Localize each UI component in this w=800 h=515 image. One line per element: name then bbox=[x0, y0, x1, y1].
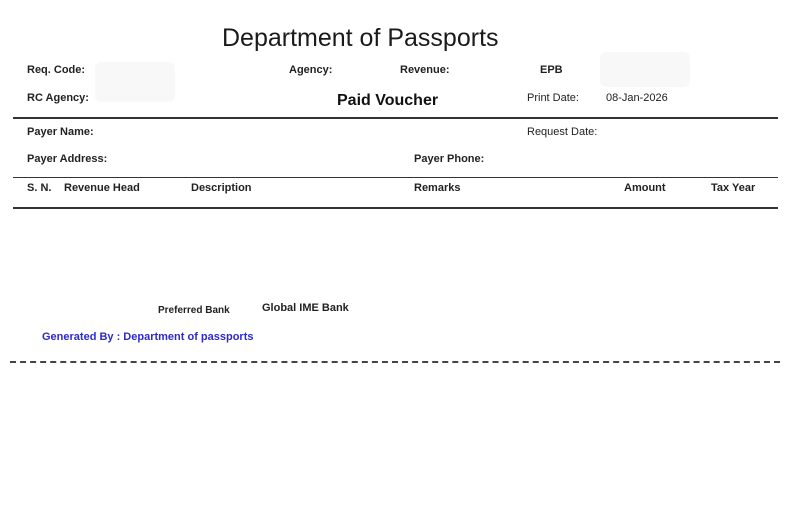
preferred-bank-value: Global IME Bank bbox=[262, 302, 349, 314]
column-header-remarks: Remarks bbox=[414, 182, 461, 194]
column-header-sn: S. N. bbox=[27, 182, 52, 194]
cut-line bbox=[10, 361, 780, 363]
preferred-bank-label: Preferred Bank bbox=[158, 305, 230, 316]
payer-phone-label: Payer Phone: bbox=[414, 153, 485, 165]
column-header-amount: Amount bbox=[624, 182, 666, 194]
watermark-left bbox=[95, 62, 175, 102]
print-date-label: Print Date: bbox=[527, 92, 579, 104]
payer-name-label: Payer Name: bbox=[27, 126, 94, 138]
page-title: Department of Passports bbox=[222, 24, 499, 52]
divider-top bbox=[13, 117, 778, 119]
divider-table-bottom bbox=[13, 207, 778, 209]
request-date-label: Request Date: bbox=[527, 126, 598, 138]
print-date-value: 08-Jan-2026 bbox=[606, 92, 668, 104]
column-header-tax-year: Tax Year bbox=[711, 182, 756, 194]
voucher-title: Paid Voucher bbox=[337, 92, 439, 109]
generated-by: Generated By : Department of passports bbox=[42, 331, 254, 343]
column-header-description: Description bbox=[191, 182, 252, 194]
agency-label: Agency: bbox=[289, 64, 333, 76]
req-code-label: Req. Code: bbox=[27, 64, 86, 76]
divider-table-top bbox=[13, 177, 778, 178]
rc-agency-label: RC Agency: bbox=[27, 92, 89, 104]
revenue-value: EPB bbox=[540, 64, 563, 76]
payer-address-label: Payer Address: bbox=[27, 153, 108, 165]
revenue-label: Revenue: bbox=[400, 64, 450, 76]
column-header-revenue-head: Revenue Head bbox=[64, 182, 140, 194]
watermark-right bbox=[600, 52, 690, 87]
